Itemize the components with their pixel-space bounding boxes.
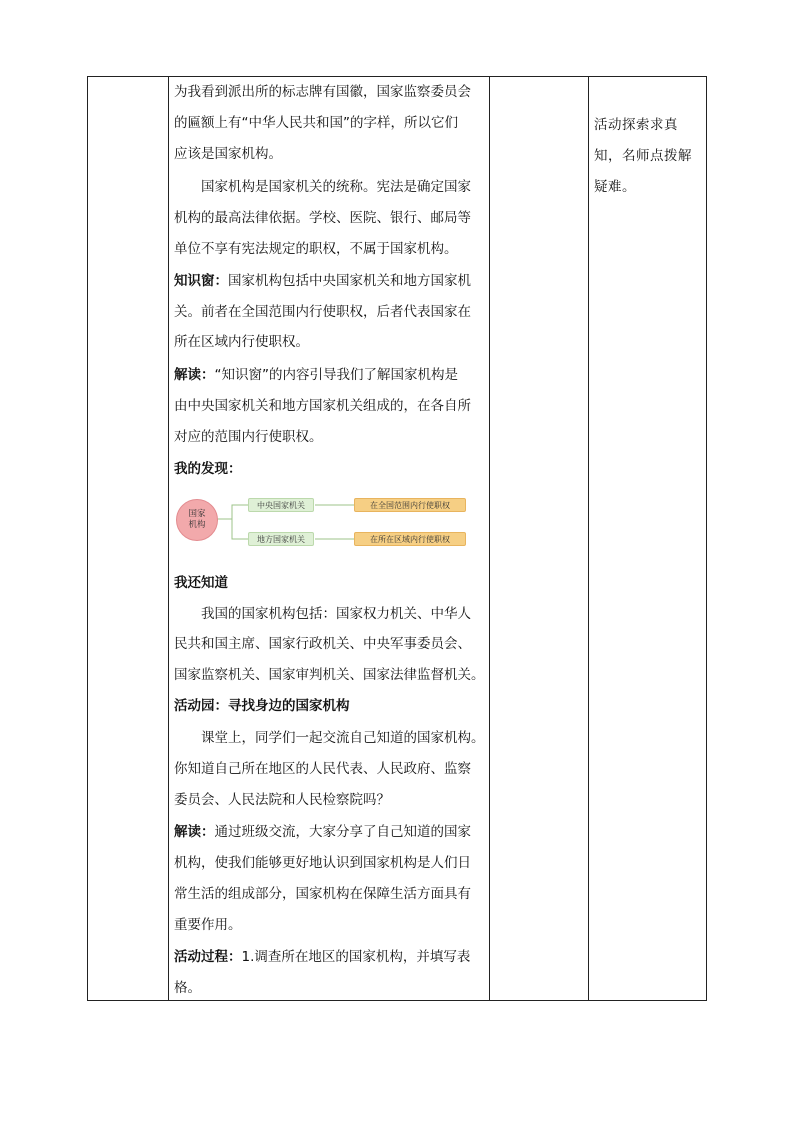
activity-process: 活动过程：1.调查所在地区的国家机构，并填写表 (174, 949, 471, 965)
text-line: 关。前者在全国范围内行使职权，后者代表国家在 (174, 304, 471, 320)
state-organs-diagram (172, 491, 482, 553)
knowledge-window: 知识窗：国家机构包括中央国家机关和地方国家机 (174, 273, 471, 289)
lesson-table (87, 76, 707, 1001)
my-discovery-heading (174, 459, 242, 479)
section-label: 我还知道 (174, 575, 228, 591)
text-line: 格。 (174, 980, 201, 996)
text-line: 单位不享有宪法规定的职权，不属于国家机构。 (174, 241, 458, 257)
local-organs-node: 地方国家机关 (248, 532, 314, 546)
intent-line: 知，名师点拨解 (594, 148, 692, 164)
text-line: 民共和国主席、国家行政机关、中央军事委员会、 (174, 636, 471, 652)
text-line: 我国的国家机构包括：国家权力机关、中华人 (174, 606, 471, 622)
text-line: 你知道自己所在地区的人民代表、人民政府、监察 (174, 761, 471, 777)
activity-heading (174, 696, 350, 716)
text-line: 常生活的组成部分，国家机构在保障生活方面具有 (174, 886, 471, 902)
section-label: 解读： (174, 824, 215, 840)
interpretation: 解读：通过班级交流，大家分享了自己知道的国家 (174, 824, 471, 840)
text-line: 机构，使我们能够更好地认识到国家机构是人们日 (174, 855, 471, 871)
section-label: 活动过程： (174, 949, 242, 965)
text-line: 重要作用。 (174, 917, 242, 933)
text-line: 国家机构是国家机关的统称。宪法是确定国家 (174, 179, 471, 195)
also-know-heading (174, 573, 228, 593)
central-organs-node: 中央国家机关 (248, 498, 314, 512)
central-scope-node: 在全国范围内行使职权 (354, 498, 466, 512)
text-line: 为我看到派出所的标志牌有国徽，国家监察委员会 (174, 84, 471, 100)
section-label: 我的发现： (174, 461, 242, 477)
text-line: 应该是国家机构。 (174, 146, 282, 162)
text-line: 由中央国家机关和地方国家机关组成的，在各自所 (174, 398, 471, 414)
local-scope-node: 在所在区域内行使职权 (354, 532, 466, 546)
intent-line: 活动探索求真 (594, 117, 678, 133)
text-line: 国家监察机关、国家审判机关、国家法律监督机关。 (174, 667, 485, 683)
interpretation: 解读：“知识窗”的内容引导我们了解国家机构是 (174, 367, 458, 383)
section-label: 知识窗： (174, 273, 228, 289)
text-line: 课堂上，同学们一起交流自己知道的国家机构。 (174, 730, 485, 746)
state-organs-root-node: 国家 机构 (176, 499, 218, 541)
text-line: 机构的最高法律依据。学校、医院、银行、邮局等 (174, 210, 471, 226)
text-line: 的匾额上有“中华人民共和国”的字样，所以它们 (174, 115, 458, 131)
text-line: 对应的范围内行使职权。 (174, 429, 323, 445)
section-label: 解读： (174, 367, 215, 383)
content-column (168, 77, 490, 1000)
section-label: 活动园：寻找身边的国家机构 (174, 698, 350, 714)
text-line: 委员会、人民法院和人民检察院吗？ (174, 792, 390, 808)
text-line: 所在区域内行使职权。 (174, 334, 309, 350)
design-intent-column (588, 77, 706, 1000)
intent-line: 疑难。 (594, 179, 636, 195)
